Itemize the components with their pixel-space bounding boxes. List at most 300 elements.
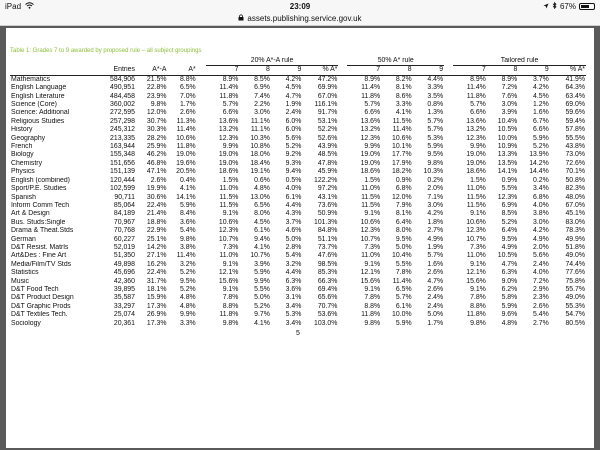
table-cell: 30.6% <box>146 193 167 201</box>
table-cell: 213,335 <box>110 134 135 142</box>
table-cell: 47.6% <box>317 252 338 260</box>
table-cell: 10.3% <box>423 168 444 176</box>
table-cell: 2.6% <box>533 302 549 310</box>
table-cell: 15.6% <box>360 277 381 285</box>
lock-icon <box>238 14 244 23</box>
table-row <box>10 126 586 134</box>
table-cell: 28.2% <box>146 134 167 142</box>
subject-name: D&T Graphic Prods <box>11 302 71 310</box>
table-cell: 27.1% <box>146 252 167 260</box>
table-cell: 4.3% <box>285 210 302 218</box>
column-spacer <box>444 168 453 176</box>
column-spacer <box>197 219 206 227</box>
table-cell: 6.1% <box>254 227 270 235</box>
table-cell: 70.1% <box>565 168 585 176</box>
page-number: 5 <box>296 330 300 337</box>
column-spacer <box>338 244 347 252</box>
table-cell: 9.8% <box>222 319 239 327</box>
table-cell: 9.1% <box>222 285 239 293</box>
table-body <box>10 75 586 328</box>
subject-name: Geography <box>11 134 46 142</box>
column-spacer <box>338 286 347 294</box>
column-spacer <box>197 185 206 193</box>
table-cell: 10.6% <box>392 134 412 142</box>
table-cell: 10.7% <box>360 235 381 243</box>
table-cell: 84.8% <box>317 227 338 235</box>
subject-name: D&T Product Design <box>11 294 74 302</box>
table-cell: 2.7% <box>533 319 549 327</box>
table-cell: 3.2% <box>285 260 302 268</box>
subject-name: Chemistry <box>11 159 43 167</box>
table-cell: 13.9% <box>529 151 549 159</box>
column-spacer <box>444 320 453 328</box>
table-cell: 19.0% <box>218 151 239 159</box>
column-spacer <box>444 143 453 151</box>
table-cell: 6.4% <box>501 227 518 235</box>
table-cell: 5.6% <box>533 252 549 260</box>
table-cell: 8.0% <box>254 210 270 218</box>
table-cell: 57.8% <box>565 126 585 134</box>
table-cell: 11.0% <box>219 185 239 193</box>
table-cell: 8.9% <box>501 75 518 83</box>
table-cell: 13.6% <box>360 117 381 125</box>
table-cell: 10.5% <box>497 252 518 260</box>
table-cell: 11.8% <box>466 92 486 100</box>
table-cell: 5.2% <box>285 143 302 151</box>
table-cell: 47.2% <box>317 75 338 83</box>
column-spacer <box>197 244 206 252</box>
table-cell: 9.8% <box>364 319 381 327</box>
column-spacer <box>197 303 206 311</box>
column-spacer <box>197 311 206 319</box>
table-cell: 3.0% <box>533 218 549 226</box>
table-cell: 4.7% <box>427 277 444 285</box>
table-cell: 4.0% <box>533 269 549 277</box>
grades-table <box>10 57 586 328</box>
table-cell: 122.2% <box>314 176 338 184</box>
table-cell: 9.1% <box>364 285 381 293</box>
table-cell: 18.8% <box>146 218 167 226</box>
table-cell: 6.3% <box>501 269 518 277</box>
table-cell: 1.9% <box>285 101 302 109</box>
table-cell: 53.1% <box>317 117 338 125</box>
table-cell: 4.6% <box>285 227 302 235</box>
table-cell: 4.1% <box>179 185 196 193</box>
table-cell: 3.4% <box>533 185 549 193</box>
column-spacer <box>338 177 347 185</box>
table-cell: 15.9% <box>146 294 167 302</box>
table-cell: 19.0% <box>218 159 239 167</box>
subject-name: D&T Textiles Tech. <box>11 311 68 319</box>
table-row <box>10 252 586 260</box>
table-row <box>10 202 586 210</box>
table-cell: 0.2% <box>427 176 444 184</box>
bluetooth-icon <box>552 2 557 11</box>
address-bar[interactable] <box>0 12 600 26</box>
table-cell: 5.5% <box>395 260 412 268</box>
table-cell: 5.2% <box>533 143 549 151</box>
table-cell: 10.3% <box>250 134 270 142</box>
column-spacer <box>197 118 206 126</box>
table-cell: 12.3% <box>360 227 381 235</box>
table-cell: 12.3% <box>218 134 239 142</box>
table-cell: 17.7% <box>392 151 412 159</box>
table-cell: 6.6% <box>533 126 549 134</box>
table-cell: 8.8% <box>179 75 196 83</box>
table-cell: 3.6% <box>179 218 196 226</box>
table-cell: 5.9% <box>427 143 444 151</box>
table-cell: 6.0% <box>285 117 302 125</box>
subject-name: Bus. Studs:Single <box>11 218 66 226</box>
table-cell: 155,348 <box>110 151 135 159</box>
table-cell: 12.0% <box>146 109 167 117</box>
table-cell: 0.9% <box>501 176 518 184</box>
table-cell: 12.1% <box>466 269 486 277</box>
column-header-row <box>10 66 586 75</box>
table-cell: 9.5% <box>179 277 196 285</box>
table-cell: 43.9% <box>317 143 338 151</box>
table-cell: 5.7% <box>364 101 381 109</box>
table-cell: 11.4% <box>361 84 381 92</box>
table-cell: 72.6% <box>565 159 585 167</box>
column-spacer <box>338 75 347 84</box>
column-spacer <box>338 93 347 101</box>
column-spacer <box>444 278 453 286</box>
table-cell: 0.6% <box>254 176 270 184</box>
table-cell: 4.2% <box>427 210 444 218</box>
table-cell: 7.3% <box>364 243 381 251</box>
table-cell: 51.1% <box>317 235 338 243</box>
subject-name: English (combined) <box>11 176 70 184</box>
column-spacer <box>444 219 453 227</box>
table-row <box>10 135 586 143</box>
table-cell: 11.0% <box>219 252 239 260</box>
table-cell: 13.5% <box>497 159 518 167</box>
group-header-20pct: 20% A*-A rule <box>206 57 339 66</box>
table-cell: 19.6% <box>176 159 196 167</box>
table-cell: 18.0% <box>250 151 270 159</box>
table-cell: 5.9% <box>501 302 518 310</box>
column-spacer <box>338 143 347 151</box>
table-cell: 73.7% <box>317 243 338 251</box>
table-cell: 51.8% <box>565 243 585 251</box>
column-spacer <box>338 227 347 235</box>
table-cell: 19.0% <box>466 159 486 167</box>
column-spacer <box>197 151 206 159</box>
table-cell: 4.1% <box>395 109 412 117</box>
table-cell: 67.0% <box>317 92 338 100</box>
table-cell: 5.4% <box>179 227 196 235</box>
table-cell: 73.6% <box>317 201 338 209</box>
table-cell: 19.1% <box>250 168 270 176</box>
table-cell: 50.9% <box>317 210 338 218</box>
table-cell: 7.8% <box>364 294 381 302</box>
table-cell: 9.1% <box>222 260 239 268</box>
group-header-tailored: Tailored rule <box>453 57 586 66</box>
table-cell: 9.8% <box>150 101 167 109</box>
table-cell: 1.6% <box>427 260 444 268</box>
table-cell: 6.1% <box>395 302 412 310</box>
column-spacer <box>338 303 347 311</box>
column-spacer <box>338 261 347 269</box>
column-header: 9 <box>518 66 549 75</box>
table-row <box>10 177 586 185</box>
table-cell: 19.0% <box>360 151 381 159</box>
column-spacer <box>444 84 453 92</box>
column-spacer <box>338 66 347 75</box>
table-cell: 9.8% <box>427 159 444 167</box>
table-cell: 39,895 <box>113 285 135 293</box>
table-cell: 4.8% <box>254 185 270 193</box>
subject-name: Music <box>11 277 29 285</box>
table-cell: 9.9% <box>179 311 196 319</box>
column-spacer <box>338 320 347 328</box>
column-spacer <box>444 286 453 294</box>
column-spacer <box>197 75 206 84</box>
table-cell: 10.6% <box>218 218 239 226</box>
table-cell: 30.7% <box>146 117 167 125</box>
column-header: 8 <box>381 66 412 75</box>
table-cell: 11.5% <box>361 193 381 201</box>
table-cell: 1.8% <box>427 218 444 226</box>
table-cell: 2.6% <box>427 269 444 277</box>
table-cell: 257,298 <box>110 117 135 125</box>
table-cell: 11.5% <box>466 201 486 209</box>
table-cell: 2.4% <box>285 109 302 117</box>
table-cell: 17.9% <box>392 159 412 167</box>
table-cell: 20,361 <box>113 319 135 327</box>
column-header: 7 <box>206 66 240 75</box>
table-cell: 46.8% <box>146 159 167 167</box>
table-cell: 4.4% <box>285 201 302 209</box>
table-cell: 7.1% <box>427 193 444 201</box>
table-cell: 9.7% <box>254 311 270 319</box>
subject-name: Sport/P.E. Studies <box>11 185 67 193</box>
column-spacer <box>338 160 347 168</box>
column-header: 9 <box>271 66 302 75</box>
battery-percent: 67% <box>559 1 576 11</box>
table-cell: 8.0% <box>395 227 412 235</box>
group-header-row <box>10 57 586 66</box>
table-cell: 12.3% <box>360 134 381 142</box>
table-cell: 4.5% <box>285 84 302 92</box>
table-cell: 21.4% <box>146 210 167 218</box>
table-row <box>10 75 586 84</box>
table-row <box>10 93 586 101</box>
table-cell: 65.6% <box>317 294 338 302</box>
table-cell: 116.1% <box>314 101 338 109</box>
table-cell: 85.3% <box>317 269 338 277</box>
url-text[interactable]: assets.publishing.service.gov.uk <box>247 14 362 23</box>
column-spacer <box>444 177 453 185</box>
column-spacer <box>197 101 206 109</box>
table-cell: 10.7% <box>218 235 239 243</box>
battery-level <box>581 5 589 8</box>
table-cell: 52,019 <box>113 243 135 251</box>
column-spacer <box>338 126 347 134</box>
table-row <box>10 294 586 302</box>
table-cell: 484,458 <box>110 92 135 100</box>
column-spacer <box>338 236 347 244</box>
subject-name: Sociology <box>11 319 41 327</box>
column-spacer <box>338 84 347 92</box>
table-cell: 21.5% <box>146 75 167 83</box>
table-cell: 3.3% <box>395 101 412 109</box>
table-cell: 20.5% <box>176 168 196 176</box>
table-cell: 19.0% <box>466 151 486 159</box>
table-cell: 6.5% <box>179 84 196 92</box>
table-cell: 5.2% <box>501 218 518 226</box>
table-row <box>10 160 586 168</box>
table-cell: 9.1% <box>364 210 381 218</box>
table-cell: 83.0% <box>565 218 585 226</box>
table-cell: 15.6% <box>466 277 486 285</box>
table-cell: 5.0% <box>254 294 270 302</box>
column-header: 8 <box>239 66 270 75</box>
table-cell: 0.2% <box>533 176 549 184</box>
column-spacer <box>338 194 347 202</box>
table-cell: 5.7% <box>222 101 239 109</box>
table-row <box>10 143 586 151</box>
table-cell: 8.5% <box>501 210 518 218</box>
table-cell: 1.3% <box>427 109 444 117</box>
table-cell: 5.2% <box>254 302 270 310</box>
table-cell: 49.9% <box>565 235 585 243</box>
table-cell: 103.0% <box>314 319 338 327</box>
table-cell: 70.7% <box>317 302 338 310</box>
subject-name: English Literature <box>11 92 65 100</box>
table-cell: 11.1% <box>250 117 270 125</box>
subject-name: Spanish <box>11 193 36 201</box>
table-cell: 11.4% <box>176 126 196 134</box>
table-cell: 85,064 <box>113 201 135 209</box>
table-cell: 490,951 <box>110 84 135 92</box>
subject-name: Media/Film/TV Stds <box>11 260 72 268</box>
table-cell: 55.7% <box>565 285 585 293</box>
column-header: 7 <box>347 66 381 75</box>
table-cell: 9.1% <box>470 260 486 268</box>
column-header: A*-A <box>136 66 167 75</box>
column-header: A* <box>167 66 196 75</box>
table-cell: 74.4% <box>565 260 585 268</box>
table-cell: 7.2% <box>533 277 549 285</box>
table-cell: 5.5% <box>501 185 518 193</box>
table-row <box>10 101 586 109</box>
table-row <box>10 244 586 252</box>
table-cell: 2.4% <box>533 260 549 268</box>
table-cell: 11.8% <box>219 92 239 100</box>
table-cell: 13.6% <box>466 117 486 125</box>
table-cell: 101.3% <box>314 218 338 226</box>
table-cell: 3.6% <box>285 285 302 293</box>
table-cell: 11.0% <box>466 252 486 260</box>
table-row <box>10 320 586 328</box>
column-header: 7 <box>453 66 487 75</box>
table-cell: 5.3% <box>427 134 444 142</box>
table-cell: 63.4% <box>565 92 585 100</box>
table-cell: 5.0% <box>285 235 302 243</box>
table-cell: 3.0% <box>501 101 518 109</box>
column-spacer <box>444 118 453 126</box>
table-cell: 67.0% <box>565 201 585 209</box>
column-spacer <box>197 66 206 75</box>
subject-name: D&T Resist. Matrls <box>11 243 69 251</box>
column-spacer <box>197 84 206 92</box>
column-spacer <box>444 160 453 168</box>
table-cell: 11.4% <box>219 84 239 92</box>
table-cell: 6.2% <box>501 285 518 293</box>
table-cell: 73.0% <box>565 151 585 159</box>
table-cell: 25,074 <box>113 311 135 319</box>
table-cell: 97.2% <box>317 185 338 193</box>
table-cell: 70,768 <box>113 227 135 235</box>
table-cell: 8.9% <box>222 75 239 83</box>
column-header: 8 <box>487 66 518 75</box>
table-cell: 98.5% <box>317 260 338 268</box>
column-header: Entries <box>98 66 136 75</box>
column-spacer <box>197 109 206 117</box>
column-spacer <box>444 227 453 235</box>
table-cell: 7.2% <box>501 84 518 92</box>
table-cell: 14.1% <box>176 193 196 201</box>
table-cell: 4.2% <box>533 227 549 235</box>
table-row <box>10 84 586 92</box>
table-cell: 18.4% <box>250 159 270 167</box>
document-page <box>6 28 594 448</box>
column-spacer <box>197 135 206 143</box>
table-cell: 12.3% <box>466 134 486 142</box>
table-cell: 8.8% <box>470 302 486 310</box>
status-bar <box>0 0 600 12</box>
column-spacer <box>197 202 206 210</box>
table-cell: 8.1% <box>395 84 412 92</box>
table-cell: 360,002 <box>110 101 135 109</box>
table-cell: 53.6% <box>317 311 338 319</box>
table-cell: 51,350 <box>113 252 135 260</box>
table-cell: 6.3% <box>285 277 302 285</box>
table-cell: 11.0% <box>466 185 486 193</box>
table-cell: 120,444 <box>110 176 135 184</box>
table-cell: 7.3% <box>222 243 239 251</box>
column-spacer <box>338 118 347 126</box>
table-cell: 11.5% <box>361 201 381 209</box>
table-cell: 59.4% <box>565 117 585 125</box>
column-spacer <box>338 311 347 319</box>
table-cell: 13.3% <box>497 151 518 159</box>
table-cell: 9.2% <box>285 151 302 159</box>
table-cell: 8.6% <box>395 92 412 100</box>
table-cell: 11.5% <box>466 193 486 201</box>
table-cell: 6.5% <box>395 285 412 293</box>
table-cell: 151,139 <box>110 168 135 176</box>
column-spacer <box>197 168 206 176</box>
table-cell: 10.0% <box>392 311 412 319</box>
table-cell: 5.3% <box>285 311 302 319</box>
table-cell: 31.7% <box>146 277 167 285</box>
table-cell: 11.4% <box>176 252 196 260</box>
table-cell: 11.8% <box>176 143 196 151</box>
table-cell: 3.8% <box>533 210 549 218</box>
table-cell: 13.2% <box>218 126 239 134</box>
column-spacer <box>444 303 453 311</box>
table-cell: 49,898 <box>113 260 135 268</box>
table-row <box>10 278 586 286</box>
table-cell: 10.5% <box>497 126 518 134</box>
table-cell: 4.4% <box>427 75 444 83</box>
table-cell: 1.9% <box>427 243 444 251</box>
table-cell: 47.1% <box>146 168 167 176</box>
table-row <box>10 219 586 227</box>
